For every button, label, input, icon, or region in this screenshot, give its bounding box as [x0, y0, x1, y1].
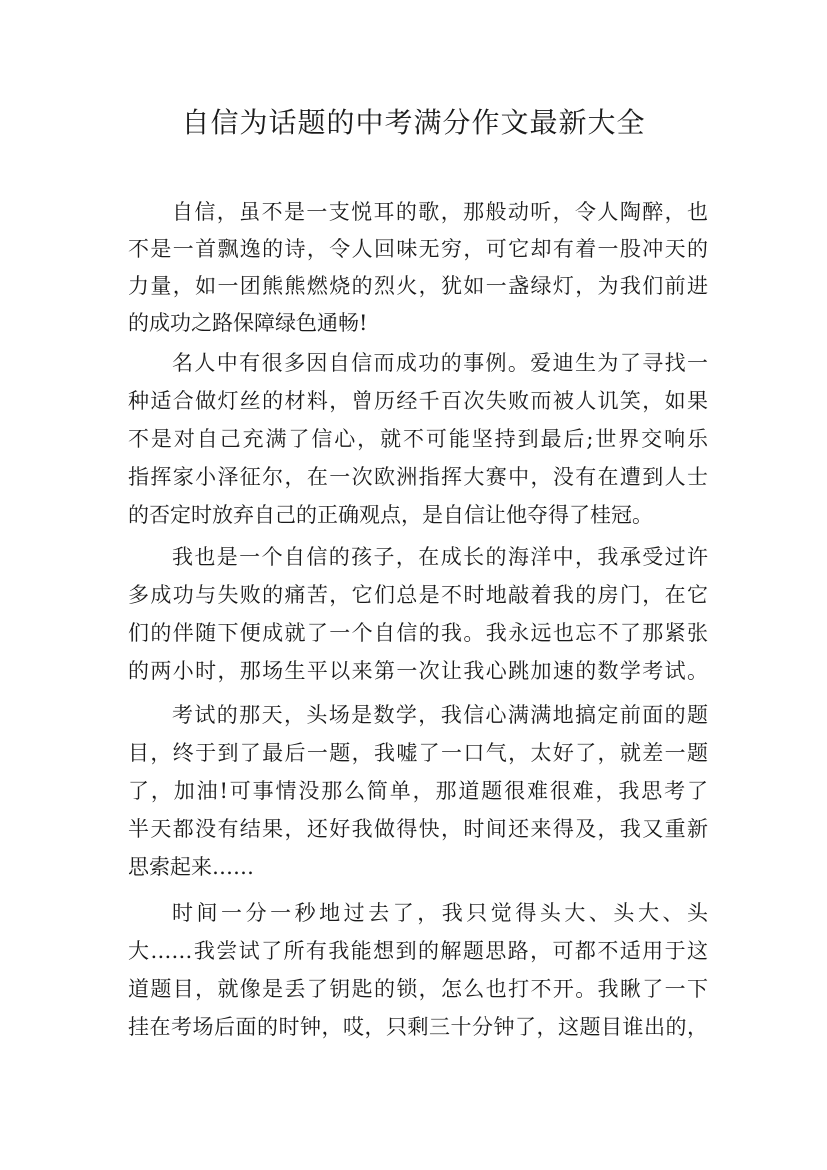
text-line-17: 半天都没有结果，还好我做得快，时间还来得及，我又重新 — [128, 817, 708, 841]
text-line-11: 多成功与失败的痛苦，它们总是不时地敲着我的房门，在它 — [128, 583, 708, 607]
text-line-10: 我也是一个自信的孩子，在成长的海洋中，我承受过许 — [172, 545, 708, 569]
text-line-1: 自信，虽不是一支悦耳的歌，那般动听，令人陶醉，也 — [172, 200, 708, 224]
text-line-9: 的否定时放弃自己的正确观点，是自信让他夺得了桂冠。 — [128, 503, 653, 527]
text-line-14: 考试的那天，头场是数学，我信心满满地搞定前面的题 — [172, 703, 708, 727]
text-line-3: 力量，如一团熊熊燃烧的烈火，犹如一盏绿灯，为我们前进 — [128, 274, 708, 298]
text-line-13: 的两小时，那场生平以来第一次让我心跳加速的数学考试。 — [128, 659, 708, 683]
text-line-15: 目，终于到了最后一题，我嘘了一口气，太好了，就差一题 — [128, 741, 708, 765]
text-line-8: 指挥家小泽征尔，在一次欧洲指挥大赛中，没有在遭到人士 — [128, 465, 708, 489]
text-line-4: 的成功之路保障绿色通畅! — [128, 311, 368, 335]
text-line-22: 挂在考场后面的时钟，哎，只剩三十分钟了，这题目谁出的， — [128, 1015, 708, 1039]
text-line-18: 思索起来…… — [128, 855, 254, 879]
text-line-21: 道题目，就像是丢了钥匙的锁，怎么也打不开。我瞅了一下 — [128, 977, 708, 1001]
document-title: 自信为话题的中考满分作文最新大全 — [181, 106, 646, 139]
text-line-2: 不是一首飘逸的诗，令人回味无穷，可它却有着一股冲天的 — [128, 237, 708, 261]
text-line-12: 们的伴随下便成就了一个自信的我。我永远也忘不了那紧张 — [128, 621, 708, 645]
text-line-6: 种适合做灯丝的材料，曾历经千百次失败而被人讥笑，如果 — [128, 389, 708, 413]
text-line-5: 名人中有很多因自信而成功的事例。爱迪生为了寻找一 — [172, 351, 708, 375]
text-line-7: 不是对自己充满了信心，就不可能坚持到最后;世界交响乐 — [128, 427, 708, 451]
text-line-19: 时间一分一秒地过去了，我只觉得头大、头大、头 — [172, 901, 708, 925]
text-line-20: 大……我尝试了所有我能想到的解题思路，可都不适用于这 — [128, 939, 708, 963]
text-line-16: 了，加油!可事情没那么简单，那道题很难很难，我思考了 — [128, 779, 708, 803]
